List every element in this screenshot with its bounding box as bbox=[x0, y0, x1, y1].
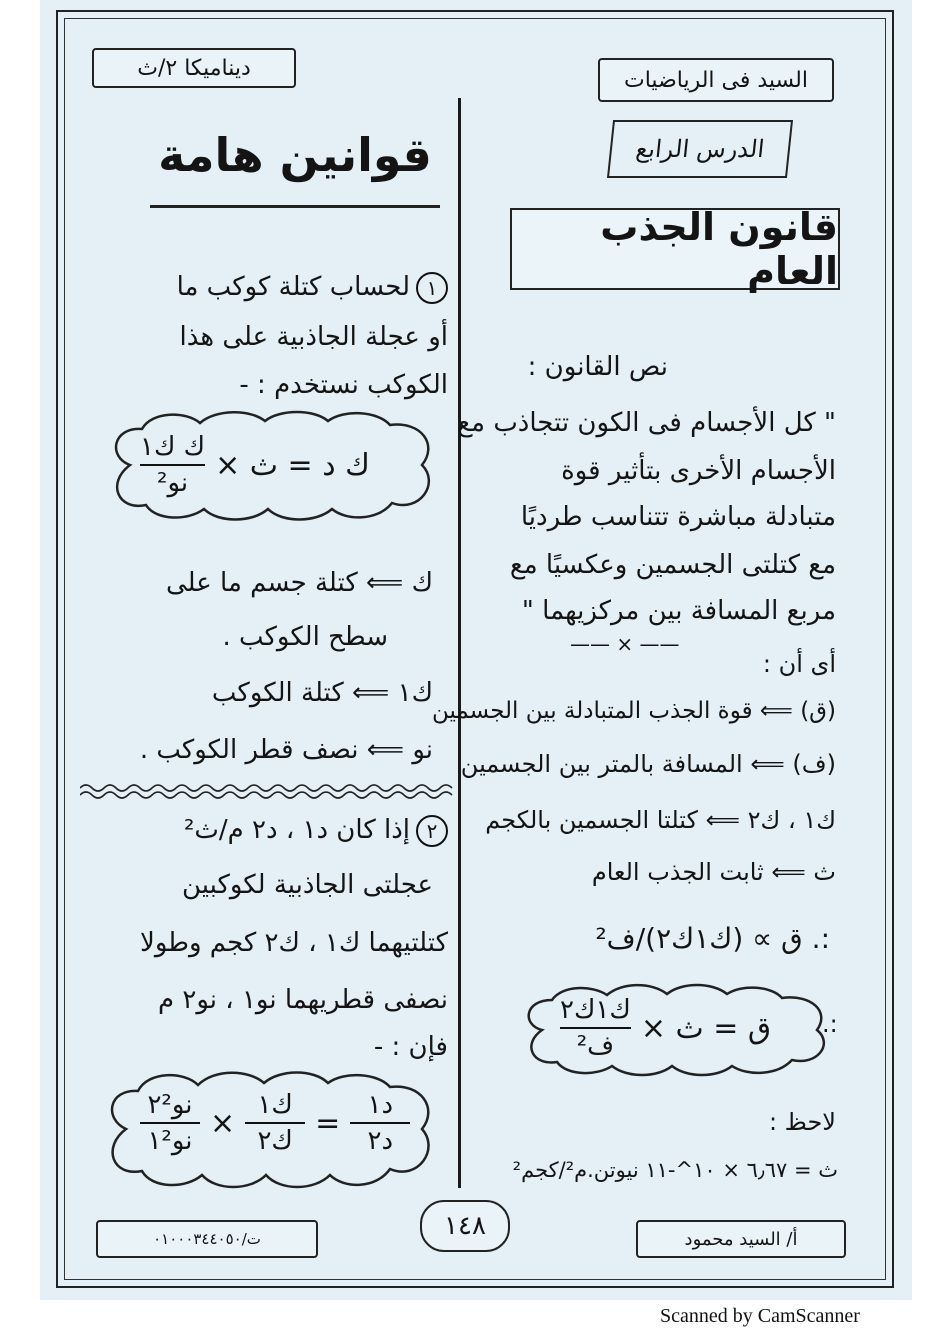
formula-fraction bbox=[560, 995, 631, 1061]
law-line-1: " كل الأجسام فى الكون تتجاذب مع bbox=[457, 408, 836, 438]
camscanner-watermark: Scanned by CamScanner bbox=[660, 1305, 860, 1327]
def-masses: ك١ ، ك٢ ⟸ كتلتا الجسمين بالكجم bbox=[485, 806, 836, 834]
planet-formula-lhs: ك د = ث × bbox=[215, 447, 370, 483]
column-divider bbox=[458, 98, 461, 1188]
law-heading: نص القانون : bbox=[527, 352, 668, 382]
lesson-tag: الدرس الرابع bbox=[607, 120, 793, 178]
formula-lhs: ق = ث × bbox=[640, 1010, 772, 1046]
def-force: (ق) ⟸ قوة الجذب المتبادلة بين الجسمين bbox=[431, 698, 836, 724]
planet-formula-numerator: ك ك١ bbox=[140, 432, 206, 462]
item1-line-1: ١لحساب كتلة كوكب ما bbox=[177, 272, 448, 304]
note-constant-value: ث = ٦٫٦٧ × ١٠^-١١ نيوتن.م²/كجم² bbox=[512, 1158, 838, 1182]
planet-formula bbox=[140, 432, 370, 498]
wavy-separator bbox=[80, 782, 454, 800]
item1-def-2: سطح الكوكب . bbox=[222, 622, 388, 652]
important-laws-title: قوانين هامة bbox=[158, 128, 432, 182]
item2-number: ٢ bbox=[416, 815, 448, 847]
item1-def-4: نو ⟸ نصف قطر الكوكب . bbox=[139, 735, 433, 765]
item2-line-3: كتلتيهما ك١ ، ك٢ كجم وطولا bbox=[140, 928, 448, 958]
item1-number: ١ bbox=[416, 272, 448, 304]
law-line-4: مع كتلتى الجسمين وعكسيًا مع bbox=[509, 550, 836, 580]
def-constant: ث ⟸ ثابت الجذب العام bbox=[591, 858, 836, 886]
ratio-mid-fraction: $\frac{\text{ك١}}{\text{ك٢}}$ bbox=[245, 1090, 305, 1156]
note-heading: لاحظ : bbox=[768, 1108, 836, 1136]
item2-line-4: نصفى قطريهما نو١ ، نو٢ م bbox=[158, 985, 448, 1015]
ratio-lhs-fraction: $\frac{\text{د١}}{\text{د٢}}$ bbox=[350, 1090, 410, 1156]
item1-line-3: الكوكب نستخدم : - bbox=[239, 370, 448, 400]
law-separator: —— × —— bbox=[570, 632, 680, 656]
gravitation-formula bbox=[560, 995, 771, 1061]
page-number: ١٤٨ bbox=[420, 1200, 510, 1252]
item1-line-2: أو عجلة الجاذبية على هذا bbox=[179, 322, 448, 352]
header-right-label: السيد فى الرياضيات bbox=[598, 58, 834, 102]
item1-def-1: ك ⟸ كتلة جسم ما على bbox=[165, 568, 433, 598]
footer-phone: ت/٠١٠٠٠٣٤٤٠٥٠ bbox=[96, 1220, 318, 1258]
law-line-5: مربع المسافة بين مركزيهما " bbox=[521, 596, 836, 626]
law-line-2: الأجسام الأخرى بتأثير قوة bbox=[561, 456, 836, 486]
item2-line-2: عجلتى الجاذبية لكوكبين bbox=[182, 870, 433, 900]
ie-label: أى أن : bbox=[762, 650, 836, 678]
ratio-rhs-fraction: $\frac{\text{نو٢²}}{\text{نو١²}}$ bbox=[140, 1090, 200, 1156]
def-distance: (ف) ⟸ المسافة بالمتر بين الجسمين bbox=[460, 750, 836, 778]
formula-denominator: ف² bbox=[576, 1031, 615, 1061]
footer-author: أ/ السيد محمود bbox=[636, 1220, 846, 1258]
item2-line-1: ٢إذا كان د١ ، د٢ م/ث² bbox=[184, 815, 448, 847]
law-line-3: متبادلة مباشرة تتناسب طرديًا bbox=[520, 502, 836, 532]
header-left-label: ديناميكا ٢/ث bbox=[92, 48, 296, 88]
lesson-title: قانون الجذب العام bbox=[510, 208, 840, 290]
formula-numerator: ك١ك٢ bbox=[560, 995, 631, 1025]
therefore-symbol: :. bbox=[822, 1010, 838, 1038]
ratio-formula: $\frac{\text{نو٢²}}{\text{نو١²}}$ × $\frac{\text{ك١}}{\text{ك٢}}$ = $\frac{\text{د١}}{\text{د٢}}$ bbox=[140, 1090, 410, 1156]
title-underline bbox=[150, 205, 440, 208]
item2-line-5: فإن : - bbox=[373, 1032, 448, 1062]
item1-def-3: ك١ ⟸ كتلة الكوكب bbox=[211, 678, 433, 708]
planet-formula-fraction bbox=[140, 432, 205, 498]
proportionality: :. ق ∝ (ك١ك٢)/ف² bbox=[595, 922, 830, 955]
planet-formula-denominator: نو² bbox=[157, 468, 189, 498]
